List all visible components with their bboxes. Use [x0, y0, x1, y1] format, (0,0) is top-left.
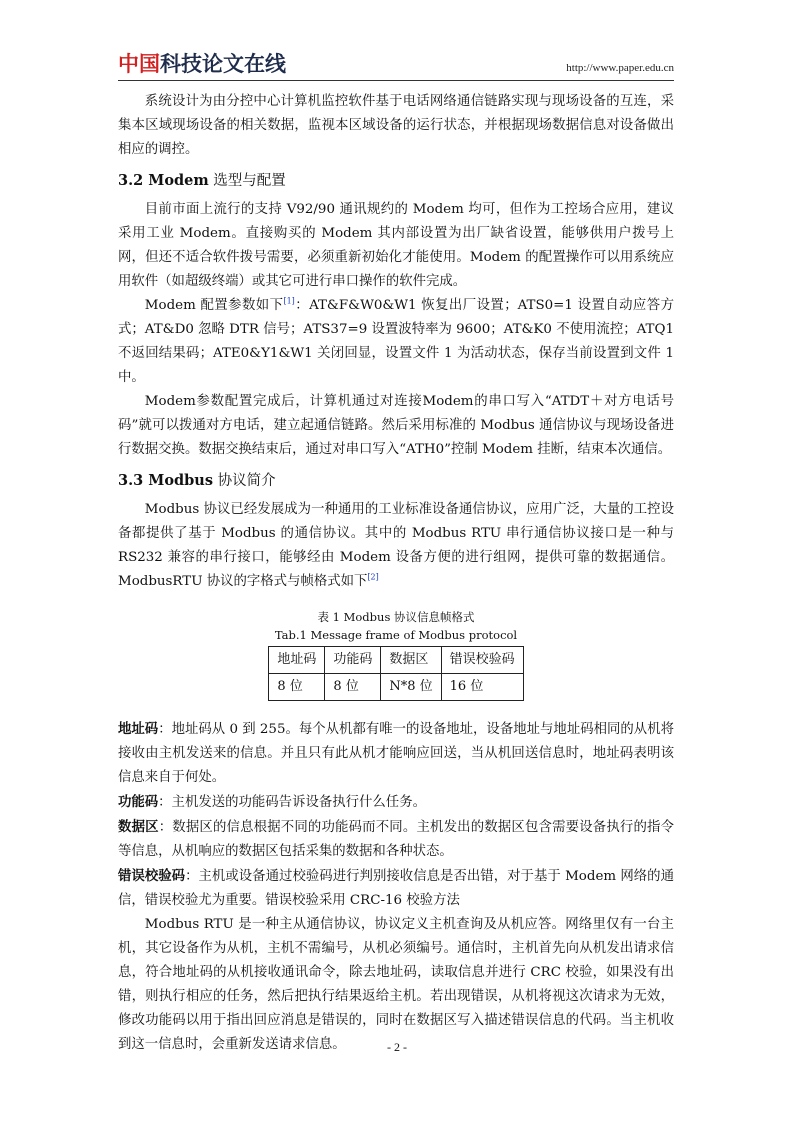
definition-term: 地址码: [118, 721, 159, 737]
header-url[interactable]: http://www.paper.edu.cn: [566, 62, 674, 74]
logo-text-red: 中国: [118, 52, 160, 76]
section-3-2-heading-number: 3.2 Modem: [118, 172, 209, 189]
logo-text-dark: 科技论文在线: [160, 52, 286, 76]
definition-text: ：主机发送的功能码告诉设备执行什么任务。: [158, 795, 426, 810]
table-cell: N*8 位: [381, 674, 441, 701]
section-3-2-heading: [118, 168, 674, 194]
table-caption-zh: 表 1 Modbus 协议信息帧格式: [317, 610, 475, 624]
table-header-cell: 数据区: [381, 647, 441, 674]
section-3-2-paragraph-2: [118, 294, 674, 390]
table-header-cell: 地址码: [269, 647, 325, 674]
section-3-2-paragraph-2-body: ：AT&F&W0&W1 恢复出厂设置；ATS0=1 设置自动应答方式；AT&D0 忽略 DTR 信号；ATS37=9 设置波特率为 9600；AT&K0 不使用流控；ATQ1 不返回结果码；ATE0&Y1&W1 关闭回显，设置文件 1 为活动状态，保存当前设置到文件 1 中。: [118, 298, 674, 385]
final-paragraph: Modbus RTU 是一种主从通信协议，协议定义主机查询及从机应答。网络里仅有一台主机，其它设备作为从机，主机不需编号，从机必须编号。通信时，主机首先向从机发出请求信息，符合地址码的从机接收通讯命令，除去地址码，读取信息并进行 CRC 校验，如果没有出错，则执行相应的任务，然后把执行结果返给主机。若出现错误，从机将视这次请求为无效，修改功能码以用于指出回应消息是错误的，同时在数据区写入描述错误信息的代码。当主机收到这一信息时，会重新发送请求信息。: [118, 917, 674, 1052]
definition-term: 数据区: [118, 819, 159, 835]
definition-text: ：地址码从 0 到 255。每个从机都有唯一的设备地址，设备地址与地址码相同的从机将接收由主机发送来的信息。并且只有此从机才能响应回送，当从机回送信息时，地址码表明该信息来自于何处。: [118, 722, 674, 785]
page-number: - 2 -: [387, 1040, 407, 1054]
section-3-2-paragraph-3: Modem参数配置完成后，计算机通过对连接Modem的串口写入“ATDT＋对方电话号码”就可以拨通对方电话，建立起通信链路。然后采用标准的 Modbus 通信协议与现场设备进行数据交换。数据交换结束后，通过对串口写入“ATH0”控制 Modem 挂断，结束本次通信。: [118, 394, 674, 457]
citation-ref-2[interactable]: [2]: [367, 572, 379, 582]
definition-term: 功能码: [118, 794, 159, 810]
section-3-2-paragraph-1: 目前市面上流行的支持 V92/90 通讯规约的 Modem 均可，但作为工控场合应用，建议采用工业 Modem。直接购买的 Modem 其内部设置为出厂缺省设置，能够供用户拨号上网，但还不适合软件拨号需要，必须重新初始化才能使用。Modem 的配置操作可以用系统应用软件（如超级终端）或其它可进行串口操作的软件完成。: [118, 202, 674, 289]
definition-address-code: [118, 717, 674, 790]
definition-function-code: [118, 790, 674, 815]
definition-data-area: [118, 815, 674, 864]
modbus-frame-table: [268, 646, 523, 701]
table-cell: 8 位: [325, 674, 381, 701]
section-3-3-heading-number: 3.3 Modbus: [118, 472, 213, 489]
section-3-2-heading-text: 选型与配置: [208, 173, 286, 189]
page-header: [118, 50, 674, 81]
table-header-cell: 功能码: [325, 647, 381, 674]
section-3-3-paragraph-1-body: Modbus 协议已经发展成为一种通用的工业标准设备通信协议，应用广泛，大量的工控设备都提供了基于 Modbus 的通信协议。其中的 Modbus RTU 串行通信协议接口是一种与 RS232 兼容的串行接口，能够经由 Modem 设备方便的进行组网，提供可靠的数据通信。ModbusRTU 协议的字格式与帧格式如下: [118, 502, 674, 589]
table-cell: 16 位: [441, 674, 523, 701]
section-3-3-heading: [118, 468, 674, 494]
section-3-3-heading-text: 协议简介: [212, 473, 276, 489]
table-caption-en: Tab.1 Message frame of Modbus protocol: [274, 628, 518, 642]
definition-text: ：主机或设备通过校验码进行判别接收信息是否出错，对于基于 Modem 网络的通信，错误校验尤为重要。错误校验采用 CRC-16 校验方法: [118, 869, 674, 908]
definition-error-check: [118, 864, 674, 913]
section-3-2-paragraph-2-lead: Modem 配置参数如下: [144, 298, 284, 313]
table-header-cell: 错误校验码: [441, 647, 523, 674]
citation-ref-1[interactable]: [1]: [283, 296, 295, 306]
definition-term: 错误校验码: [118, 868, 186, 884]
table-header-row: [269, 647, 523, 674]
table-cell: 8 位: [269, 674, 325, 701]
table-row: [269, 674, 523, 701]
site-logo: [118, 50, 286, 78]
article-body: [118, 90, 674, 1057]
section-3-3-paragraph-1: [118, 498, 674, 594]
definition-text: ：数据区的信息根据不同的功能码而不同。主机发出的数据区包含需要设备执行的指令等信息，从机响应的数据区包括采集的数据和各种状态。: [118, 820, 675, 859]
intro-paragraph: 系统设计为由分控中心计算机监控软件基于电话网络通信链路实现与现场设备的互连，采集本区域现场设备的相关数据，监视本区域设备的运行状态，并根据现场数据信息对设备做出相应的调控。: [118, 94, 674, 157]
